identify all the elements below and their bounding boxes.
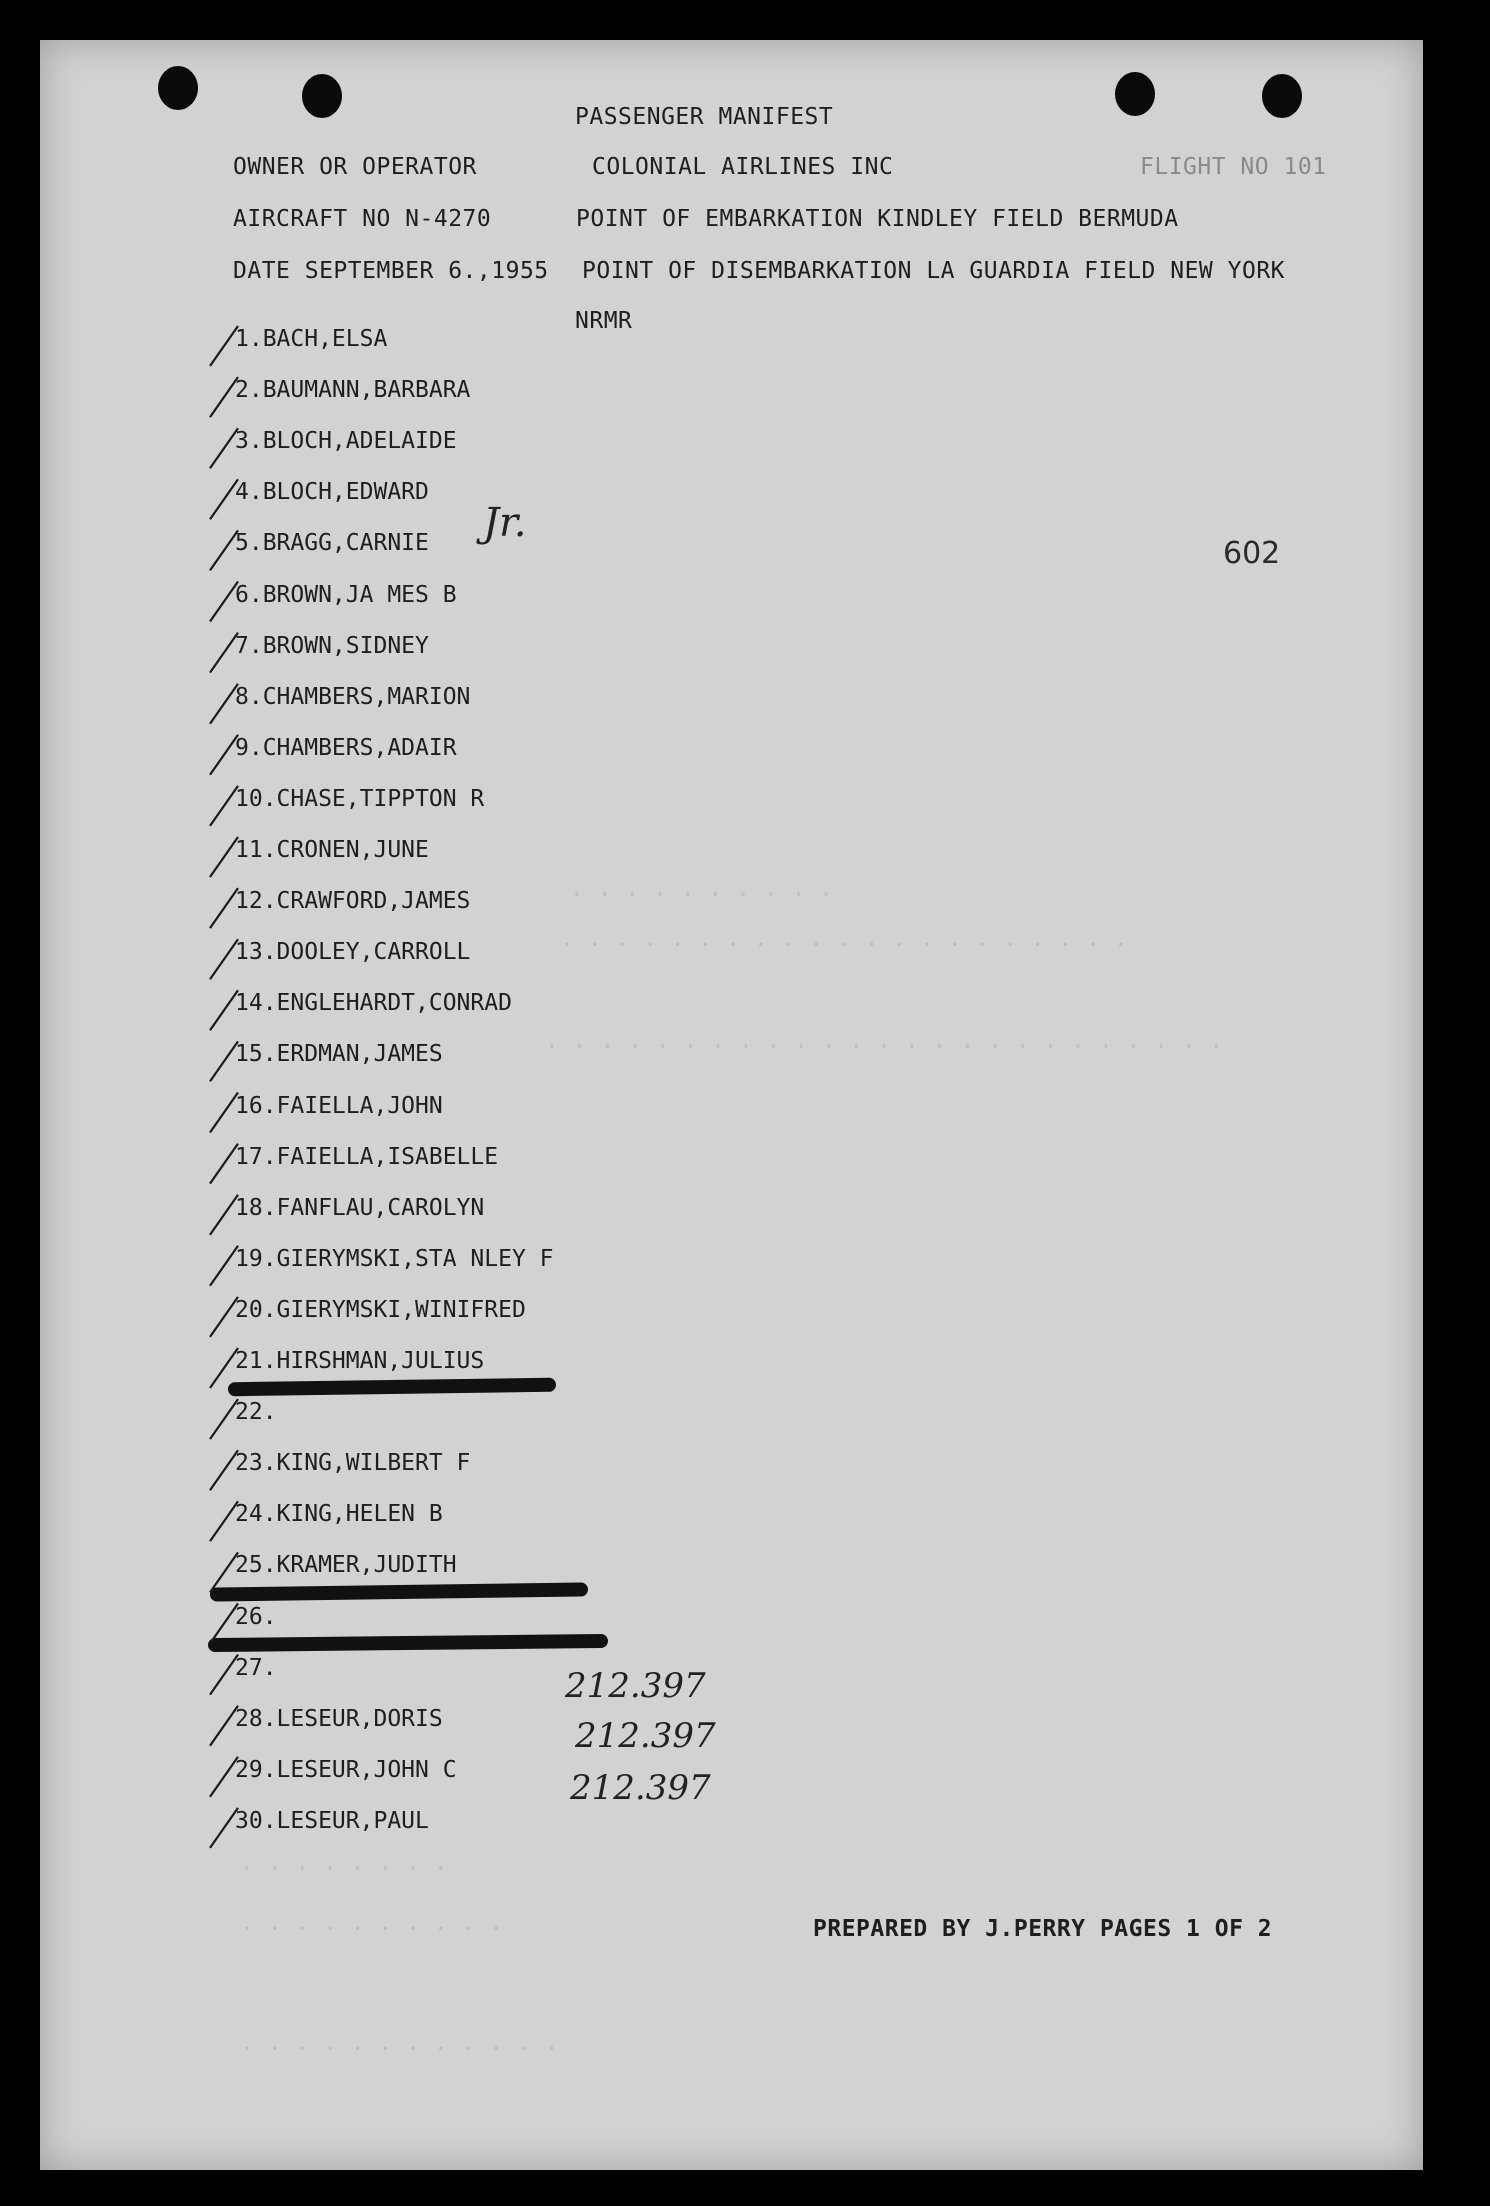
check-marks xyxy=(40,40,1423,2170)
passenger-row: 26. xyxy=(235,1603,277,1630)
bleed-through-text: . . . . . . . . . . . . xyxy=(240,2030,559,2056)
bleed-through-text: . . . . . . . . . . xyxy=(240,1910,504,1936)
check-mark xyxy=(210,633,238,673)
passenger-row: 1.BACH,ELSA xyxy=(235,326,388,352)
aircraft-number: AIRCRAFT NO N-4270 xyxy=(233,206,492,232)
flight-number: FLIGHT NO 101 xyxy=(1140,154,1327,180)
check-mark xyxy=(210,1552,238,1592)
passenger-row: 11.CRONEN,JUNE xyxy=(235,837,429,863)
check-mark xyxy=(210,939,238,979)
passenger-row: 8.CHAMBERS,MARION xyxy=(235,683,471,710)
check-mark xyxy=(210,1501,238,1541)
handwritten-note: 212.397 xyxy=(570,1768,711,1808)
passenger-row: 10.CHASE,TIPPTON R xyxy=(235,785,485,812)
disembarkation-point: POINT OF DISEMBARKATION LA GUARDIA FIELD NEW YORK xyxy=(582,258,1286,284)
check-mark xyxy=(210,479,238,519)
handwritten-note: 212.397 xyxy=(565,1666,706,1706)
prepared-by: PREPARED BY J.PERRY PAGES 1 OF 2 xyxy=(813,1916,1273,1942)
passenger-row: 23.KING,WILBERT F xyxy=(235,1450,471,1477)
check-mark xyxy=(210,1604,238,1644)
owner-value: COLONIAL AIRLINES INC xyxy=(592,154,894,180)
check-mark xyxy=(210,1450,238,1490)
passenger-row: 13.DOOLEY,CARROLL xyxy=(235,939,471,966)
check-mark xyxy=(210,1655,238,1695)
check-mark xyxy=(210,530,238,570)
page-title: PASSENGER MANIFEST xyxy=(575,104,834,130)
passenger-row: 9.CHAMBERS,ADAIR xyxy=(235,734,457,761)
manifest-date: DATE SEPTEMBER 6.,1955 xyxy=(233,258,549,284)
manifest-sheet xyxy=(40,40,1423,2170)
check-mark xyxy=(210,1246,238,1286)
stamp-number: 602 xyxy=(1223,536,1281,571)
passenger-row: 2.BAUMANN,BARBARA xyxy=(235,377,471,404)
passenger-row: 14.ENGLEHARDT,CONRAD xyxy=(235,990,512,1017)
check-mark xyxy=(210,990,238,1030)
check-mark xyxy=(210,888,238,928)
check-mark xyxy=(210,1093,238,1133)
check-mark xyxy=(210,786,238,826)
passenger-row: 18.FANFLAU,CAROLYN xyxy=(235,1194,485,1221)
passenger-row: 25.KRAMER,JUDITH xyxy=(235,1552,457,1579)
check-mark xyxy=(210,1808,238,1848)
check-mark xyxy=(210,735,238,775)
passenger-row: 17.FAIELLA,ISABELLE xyxy=(235,1143,499,1170)
embarkation-point: POINT OF EMBARKATION KINDLEY FIELD BERMUDA xyxy=(576,206,1179,232)
handwritten-note: 212.397 xyxy=(575,1716,716,1756)
passenger-row: 12.CRAWFORD,JAMES xyxy=(235,888,471,915)
passenger-row: 15.ERDMAN,JAMES xyxy=(235,1041,443,1068)
passenger-row: 7.BROWN,SIDNEY xyxy=(235,632,429,659)
passenger-row: 21.HIRSHMAN,JULIUS xyxy=(235,1348,485,1374)
bleed-through-text: . . . . . . . . . . . . . . . . . . . . . . . . . xyxy=(545,1028,1224,1054)
passenger-row: 19.GIERYMSKI,STA NLEY F xyxy=(235,1245,554,1272)
check-mark xyxy=(210,428,238,468)
passenger-row: 16.FAIELLA,JOHN xyxy=(235,1092,443,1119)
check-mark xyxy=(210,1195,238,1235)
check-mark xyxy=(210,582,238,622)
bleed-through-text: . . . . . . . . . . . . . . . . . . . . . xyxy=(560,926,1128,952)
passenger-row: 5.BRAGG,CARNIE xyxy=(235,530,429,557)
check-mark xyxy=(210,1757,238,1797)
code-label: NRMR xyxy=(575,308,633,334)
check-mark xyxy=(210,1399,238,1439)
passenger-row: 4.BLOCH,EDWARD xyxy=(235,479,429,506)
check-mark xyxy=(210,837,238,877)
passenger-row: 30.LESEUR,PAUL xyxy=(235,1807,429,1834)
passenger-row: 20.GIERYMSKI,WINIFRED xyxy=(235,1296,526,1323)
passenger-row: 24.KING,HELEN B xyxy=(235,1501,443,1528)
check-mark xyxy=(210,1297,238,1337)
check-mark xyxy=(210,1348,238,1388)
check-mark xyxy=(210,684,238,724)
bleed-through-text: . . . . . . . . . . xyxy=(570,876,834,902)
check-mark xyxy=(210,377,238,417)
check-mark xyxy=(210,1706,238,1746)
bleed-through-text: . . . . . . . . xyxy=(240,1850,448,1876)
passenger-row: 27. xyxy=(235,1654,277,1681)
passenger-row: 3.BLOCH,ADELAIDE xyxy=(235,428,457,455)
handwritten-jr: Jr. xyxy=(483,500,527,546)
passenger-row: 6.BROWN,JA MES B xyxy=(235,581,457,608)
passenger-row: 28.LESEUR,DORIS xyxy=(235,1705,443,1732)
check-mark xyxy=(210,326,238,366)
check-mark xyxy=(210,1144,238,1184)
passenger-row: 22. xyxy=(235,1399,277,1426)
check-mark xyxy=(210,1041,238,1081)
owner-label: OWNER OR OPERATOR xyxy=(233,154,477,180)
passenger-row: 29.LESEUR,JOHN C xyxy=(235,1756,457,1783)
